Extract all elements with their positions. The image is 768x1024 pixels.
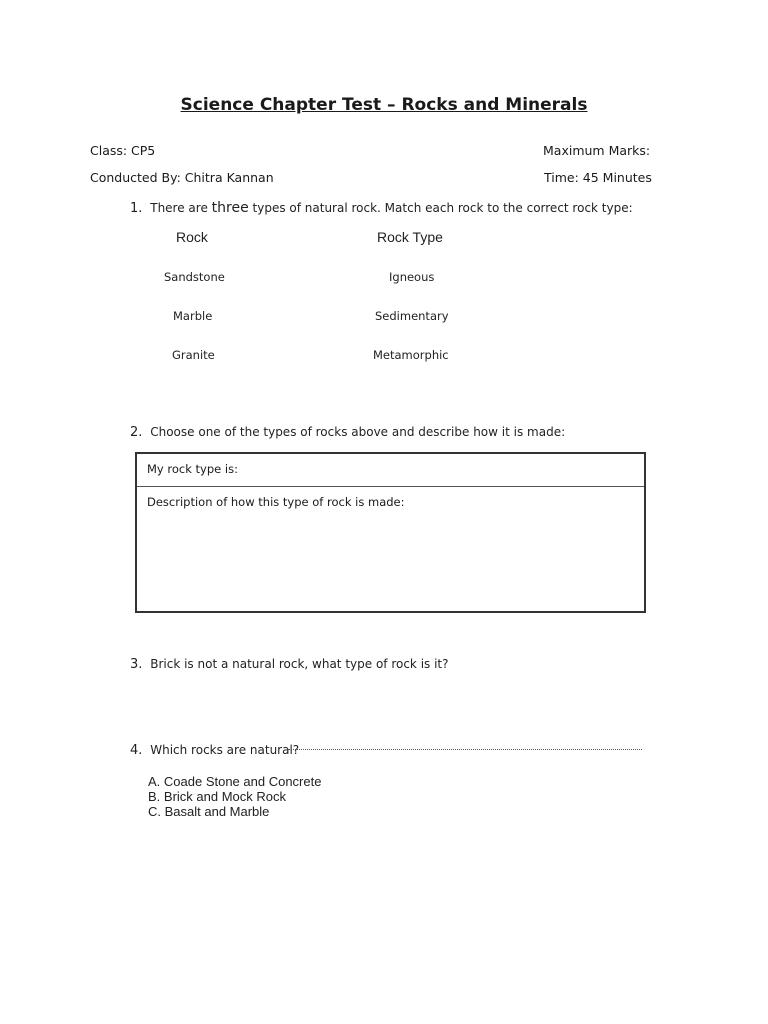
question-2-text: Choose one of the types of rocks above and describe how it is made: [150,425,566,439]
description-answer-field[interactable]: Description of how this type of rock is made: [147,495,405,509]
question-2 [130,425,565,440]
question-3 [130,657,449,672]
page-title: Science Chapter Test – Rocks and Minerals [180,95,588,115]
question-3-text: Brick is not a natural rock, what type of rock is it? [150,657,449,671]
question-4 [130,743,299,758]
rock-item-marble: Marble [173,309,213,323]
question-2-number: 2. [130,425,143,440]
question-1-emphasis: three [211,200,249,216]
question-1-number: 1. [130,201,143,216]
option-b: B. Brick and Mock Rock [148,789,286,804]
rock-type-sedimentary: Sedimentary [375,309,449,323]
question-4-number: 4. [130,743,143,758]
rock-type-igneous: Igneous [389,270,435,284]
class-label: Class: [90,143,128,158]
rock-item-sandstone: Sandstone [164,270,225,284]
time-limit: Time: 45 Minutes [544,170,652,185]
answer-box [135,452,646,613]
question-1-text-after: types of natural rock. Match each rock to the correct rock type: [252,201,633,215]
class-value: CP5 [131,143,156,158]
rock-type-answer-field[interactable]: My rock type is: [137,454,644,487]
rock-type-metamorphic: Metamorphic [373,348,449,362]
question-3-number: 3. [130,657,143,672]
dotted-answer-line [288,749,642,750]
option-a: A. Coade Stone and Concrete [148,774,322,789]
maximum-marks: Maximum Marks: [543,143,651,158]
question-1-text-before: There are [150,201,208,215]
question-4-text: Which rocks are natural? [150,743,300,757]
conducted-by: Conducted By: Chitra Kannan [90,170,274,185]
option-c: C. Basalt and Marble [148,804,270,819]
rock-type-column-header: Rock Type [377,229,443,245]
question-1 [130,200,633,216]
rock-item-granite: Granite [172,348,215,362]
rock-column-header: Rock [176,229,208,245]
